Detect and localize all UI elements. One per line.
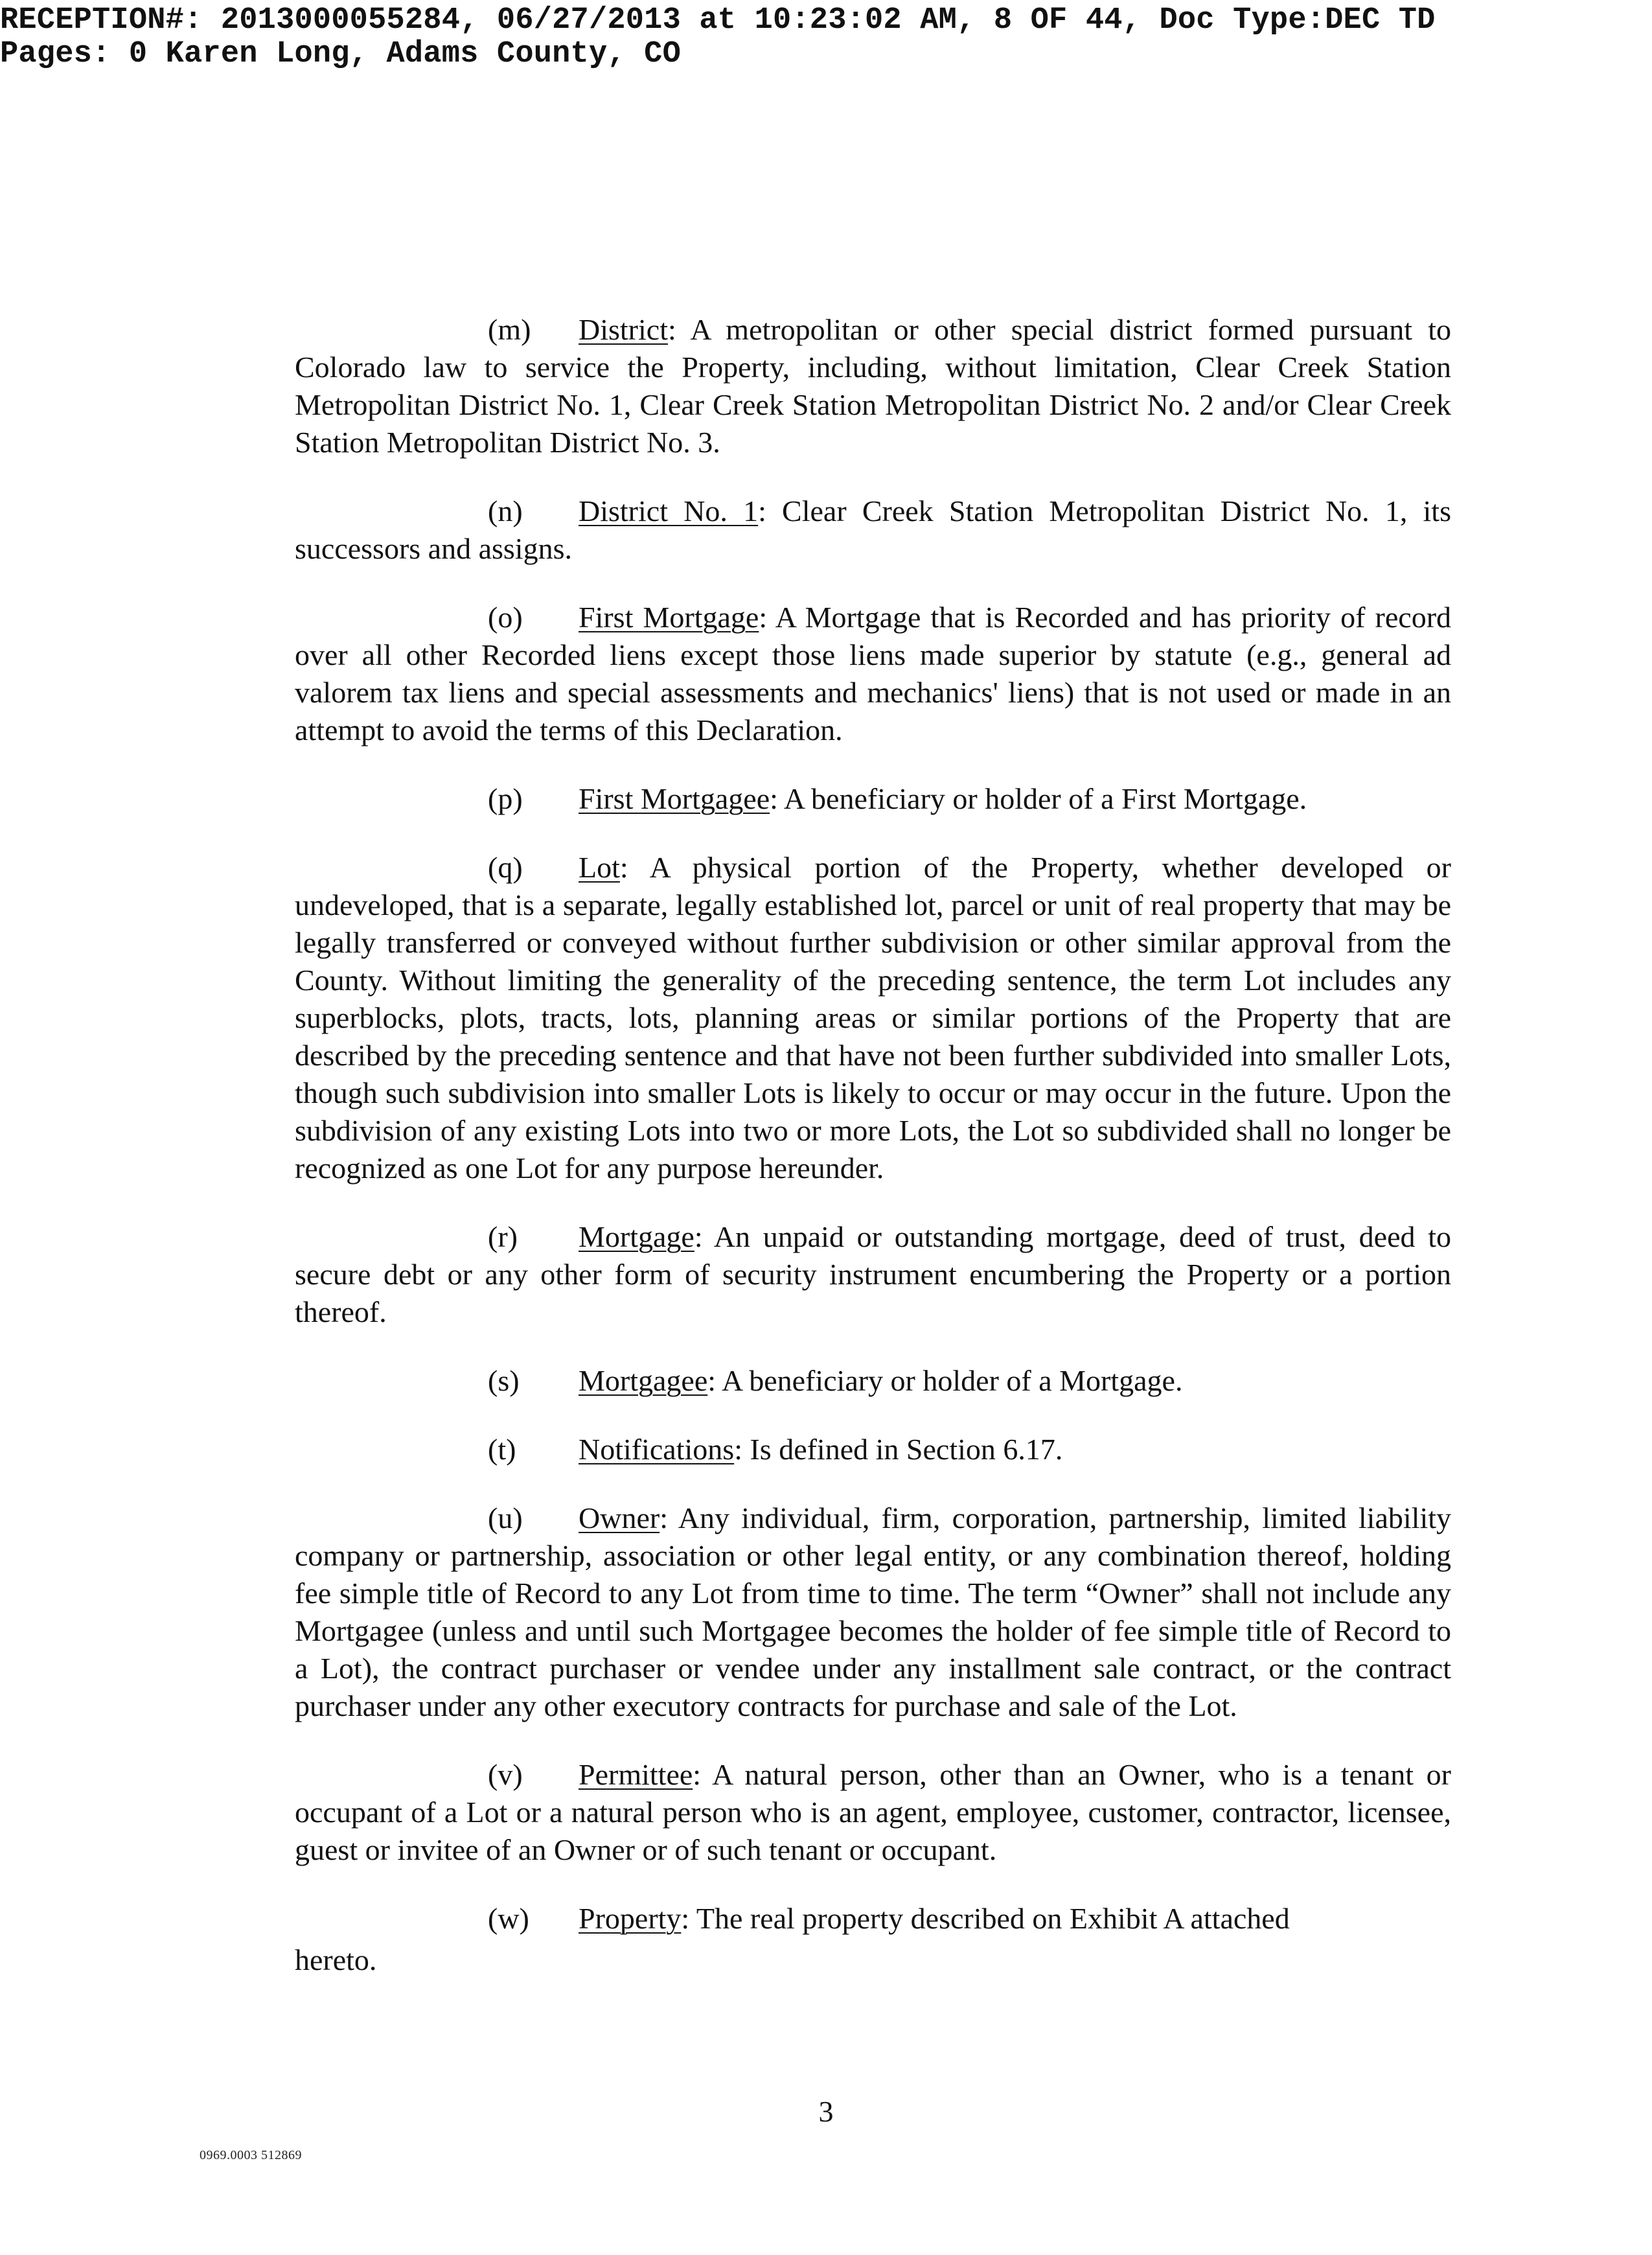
definition-text: : A natural person, other than an Owner, who is a tenant or occupant of a Lot or a natural person who is an agent, employee, customer, contractor, licensee, guest or invitee of an Owner or of such tenant or occupant.	[295, 1758, 1451, 1866]
definition-u	[295, 1499, 1451, 1725]
definition-term: Permittee	[579, 1758, 693, 1791]
page-number: 3	[818, 2095, 834, 2128]
definition-o	[295, 599, 1451, 749]
definition-term: First Mortgagee	[579, 782, 770, 815]
definition-text: : Is defined in Section 6.17.	[734, 1433, 1063, 1466]
definition-text: : An unpaid or outstanding mortgage, deed of trust, deed to secure debt or any other form of security instrument encumbering the Property or a portion thereof.	[295, 1220, 1451, 1328]
definition-label: (t)	[488, 1433, 516, 1466]
definition-label: (n)	[488, 494, 523, 527]
definition-label: (r)	[488, 1220, 518, 1253]
definition-v	[295, 1756, 1451, 1869]
definition-term: District No. 1	[579, 494, 759, 527]
definition-n	[295, 492, 1451, 568]
definition-term: Mortgagee	[579, 1364, 708, 1397]
definition-label: (u)	[488, 1501, 523, 1534]
definition-label: (o)	[488, 601, 523, 634]
definition-t	[295, 1431, 1451, 1468]
definition-label: (w)	[488, 1902, 529, 1935]
definition-text: : A physical portion of the Property, whether developed or undeveloped, that is a separate, legally established lot, parcel or unit of real property that may be legally transferred or conveyed without further subdivision or other similar approval from the County. Without limiting the generality of the preceding sentence, the term Lot includes any superblocks, plots, tracts, lots, planning areas or similar portions of the Property that are described by the preceding sentence and that have not been further subdivided into smaller Lots, though such subdivision into smaller Lots is likely to occur or may occur in the future. Upon the subdivision of any existing Lots into two or more Lots, the Lot so subdivided shall no longer be recognized as one Lot for any purpose hereunder.	[295, 851, 1451, 1185]
definition-text: : A Mortgage that is Recorded and has priority of record over all other Recorded liens except those liens made superior by statute (e.g., general ad valorem tax liens and special assessments and mechanics' liens) that is not used or made in an attempt to avoid the terms of this Declaration.	[295, 601, 1452, 746]
definition-w	[295, 1900, 1451, 1937]
definition-r	[295, 1218, 1451, 1331]
recording-header	[0, 4, 1436, 71]
definition-label: (s)	[488, 1364, 520, 1397]
definition-p	[295, 780, 1451, 818]
recording-header-line-2: Pages: 0 Karen Long, Adams County, CO	[0, 37, 681, 71]
definition-text: : A metropolitan or other special district formed pursuant to Colorado law to service the Property, including, without limitation, Clear Creek Station Metropolitan District No. 1, Clear Creek Station Metropolitan District No. 2 and/or Clear Creek Station Metropolitan District No. 3.	[295, 313, 1451, 459]
definition-text: : Any individual, firm, corporation, partnership, limited liability company or partnership, association or other legal entity, or any combination thereof, holding fee simple title of Record to any Lot from time to time. The term “Owner” shall not include any Mortgagee (unless and until such Mortgagee becomes the holder of fee simple title of Record to a Lot), the contract purchaser or vendee under any installment sale contract, or the contract purchaser under any other executory contracts for purchase and sale of the Lot.	[295, 1501, 1451, 1722]
definition-s	[295, 1362, 1451, 1400]
definition-label: (m)	[488, 313, 531, 346]
definition-term: Property	[579, 1902, 682, 1935]
definition-text: : The real property described on Exhibit A attached	[681, 1902, 1290, 1935]
definition-m	[295, 311, 1451, 461]
definition-label: (p)	[488, 782, 523, 815]
recording-header-line-1: RECEPTION#: 2013000055284, 06/27/2013 at 10:23:02 AM, 8 OF 44, Doc Type:DEC TD	[0, 3, 1436, 38]
definition-label: (v)	[488, 1758, 523, 1791]
definition-term: Lot	[579, 851, 620, 884]
definition-w-continuation: hereto.	[295, 1943, 377, 1976]
definition-term: First Mortgage	[579, 601, 759, 634]
definition-term: Owner	[579, 1501, 660, 1534]
definition-label: (q)	[488, 851, 523, 884]
definitions-body	[295, 311, 1451, 1979]
definition-text: : Clear Creek Station Metropolitan District No. 1, its successors and assigns.	[295, 494, 1451, 565]
definition-term: Mortgage	[579, 1220, 694, 1253]
definition-q	[295, 849, 1451, 1187]
definition-text: : A beneficiary or holder of a First Mortgage.	[770, 782, 1307, 815]
definition-term: District	[579, 313, 668, 346]
definition-term: Notifications	[579, 1433, 735, 1466]
document-id: 0969.0003 512869	[200, 2148, 302, 2162]
definition-text: : A beneficiary or holder of a Mortgage.	[707, 1364, 1183, 1397]
